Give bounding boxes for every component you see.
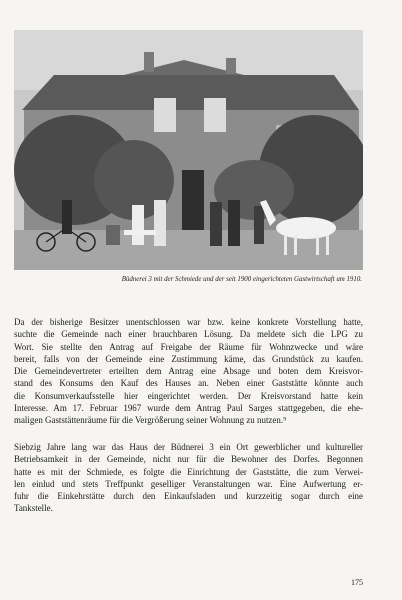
text-line: fuhr die Einkehrstätte durch den Einkaufsladen und kurzzeitig sogar durch eine <box>14 491 363 501</box>
paragraph <box>14 316 363 426</box>
text-line: Interesse. Am 17. Februar 1967 wurde dem Antrag Paul Sarges stattgegeben, die ehe- <box>14 402 363 413</box>
text-line: Siebzig Jahre lang war das Haus der Büdnerei 3 ein Ort gewerblicher und kultureller <box>14 442 363 452</box>
text-line: die Konsumverkaufsstelle hier eingerichtet werden. Der Kreisvorstand hatte kein <box>14 390 363 401</box>
text-line: Wort. Sie stellte den Antrag auf Freigabe der Räume für Wohnzwecke und wäre <box>14 341 363 352</box>
text-line: Tankstelle. <box>14 503 53 514</box>
text-line: Betriebsamkeit in der Gemeinde, nicht nur für die Bewohner des Dorfes. Begonnen <box>14 454 363 465</box>
text-line: maligen Gaststättenräume für die Vergrößerung seiner Wohnung zu nutzen.⁹ <box>14 415 287 425</box>
text-line: Da der bisherige Besitzer unentschlossen war bzw. keine konkrete Vorstellung hatte, <box>14 317 363 327</box>
paragraph <box>14 441 363 515</box>
text-line: suchte die Gemeinde nach einer brauchbaren Lösung. Da meldete sich die LPG zu <box>14 329 363 340</box>
text-line: hatte es mit der Schmiede, es folgte die Einrichtung der Gaststätte, die zum Verwei- <box>14 466 363 477</box>
figure-caption: Büdnerei 3 mit der Schmiede und der seit 1900 eingerichteten Gastwirtschaft um 1910. <box>121 276 362 283</box>
text-line: len einlud und stets Treffpunkt geselliger Veranstaltungen war. Eine Aufwertung er- <box>14 478 363 489</box>
text-line: bereit, falls von der Gemeinde eine Zustimmung käme, das Grundstück zu kaufen. <box>14 353 363 364</box>
text-line: Die Gemeindevertreter erteilten dem Antrag eine Absage und boten dem Kreisvor- <box>14 366 363 376</box>
photo-house-scene <box>14 30 363 270</box>
page-number: 175 <box>351 578 363 587</box>
text-line: stand des Konsums den Kauf des Hauses an. Neben einer Gaststätte könnte auch <box>14 378 363 389</box>
historic-photo <box>14 30 363 270</box>
